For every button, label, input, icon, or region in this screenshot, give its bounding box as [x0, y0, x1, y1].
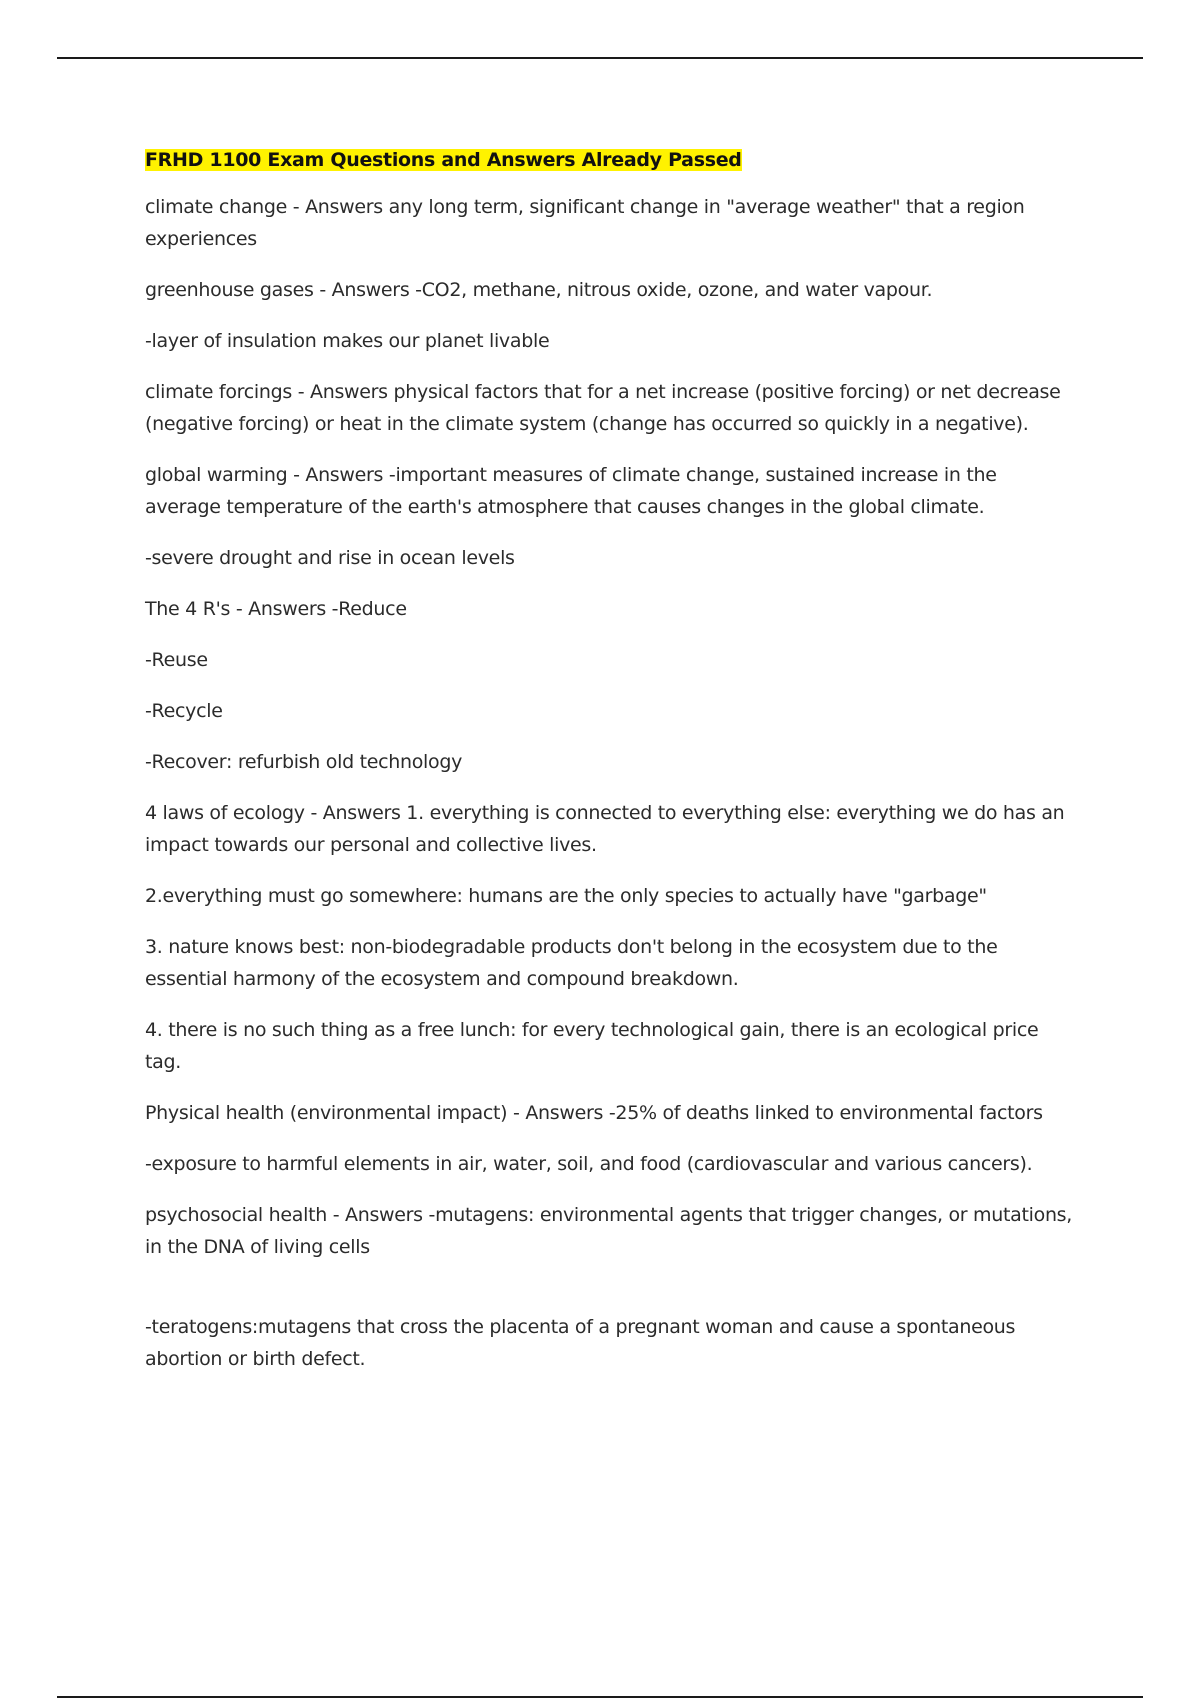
paragraph-exposure: -exposure to harmful elements in air, water, soil, and food (cardiovascular and various cancers).	[145, 1153, 1033, 1175]
paragraph-recover: -Recover: refurbish old technology	[145, 751, 463, 773]
paragraph-teratogens: -teratogens:mutagens that cross the placenta of a pregnant woman and cause a spontaneous abortion or birth defect.	[145, 1316, 1016, 1370]
paragraph-recycle: -Recycle	[145, 700, 223, 722]
paragraph-four-rs: The 4 R's - Answers -Reduce	[145, 598, 407, 620]
paragraph-climate-forcings: climate forcings - Answers physical factors that for a net increase (positive forcing) or net decrease (negative forcing) or heat in the climate system (change has occurred so quickly in a negative).	[145, 381, 1061, 435]
document-title-line	[145, 144, 1075, 177]
page-top-rule	[57, 57, 1143, 59]
paragraph-laws-of-ecology: 4 laws of ecology - Answers 1. everything is connected to everything else: everything we do has an impact towards our personal and collective lives.	[145, 802, 1065, 856]
paragraph-psychosocial-health: psychosocial health - Answers -mutagens: environmental agents that trigger changes, or mutations, in the DNA of living cells	[145, 1204, 1073, 1258]
paragraph-reuse: -Reuse	[145, 649, 208, 671]
paragraph-insulation: -layer of insulation makes our planet livable	[145, 330, 550, 352]
paragraph-law-two: 2.everything must go somewhere: humans are the only species to actually have "garbage"	[145, 885, 987, 907]
paragraph-law-four: 4. there is no such thing as a free lunch: for every technological gain, there is an ecological price tag.	[145, 1019, 1039, 1073]
paragraph-law-three: 3. nature knows best: non-biodegradable products don't belong in the ecosystem due to the essential harmony of the ecosystem and compound breakdown.	[145, 936, 998, 990]
document-body	[145, 144, 1075, 1394]
paragraph-drought: -severe drought and rise in ocean levels	[145, 547, 515, 569]
paragraph-greenhouse-gases: greenhouse gases - Answers -CO2, methane, nitrous oxide, ozone, and water vapour.	[145, 279, 933, 301]
document-title: FRHD 1100 Exam Questions and Answers Already Passed	[145, 149, 742, 171]
page-bottom-rule	[57, 1696, 1143, 1698]
paragraph-climate-change: climate change - Answers any long term, significant change in "average weather" that a region experiences	[145, 196, 1025, 250]
paragraph-global-warming: global warming - Answers -important measures of climate change, sustained increase in the average temperature of the earth's atmosphere that causes changes in the global climate.	[145, 464, 997, 518]
paragraph-physical-health: Physical health (environmental impact) - Answers -25% of deaths linked to environmental factors	[145, 1102, 1043, 1124]
